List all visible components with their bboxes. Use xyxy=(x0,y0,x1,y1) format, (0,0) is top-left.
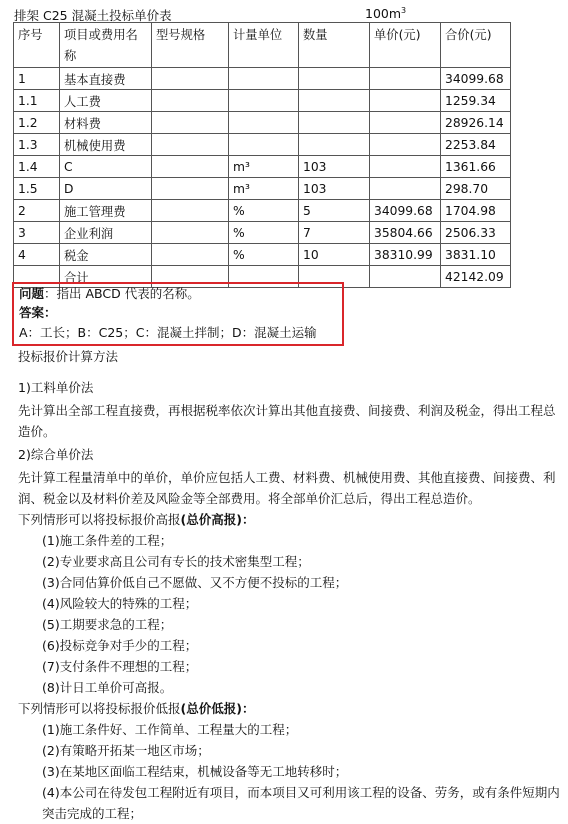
table-cell xyxy=(152,244,229,266)
table-row xyxy=(14,200,511,222)
table-title: 排架 C25 混凝土投标单价表 xyxy=(14,8,172,23)
table-row xyxy=(14,222,511,244)
table-cell xyxy=(370,178,441,200)
header-cell: 项目或费用名称 xyxy=(60,23,152,68)
unit-base-text: 100m xyxy=(365,6,402,22)
table-cell xyxy=(370,112,441,134)
table-cell: 机械使用费 xyxy=(60,134,152,156)
table-cell: m³ xyxy=(229,156,299,178)
table-cell: 1.3 xyxy=(14,134,60,156)
table-cell xyxy=(299,68,370,90)
table-cell: 3831.10 xyxy=(441,244,511,266)
body-text xyxy=(18,346,563,824)
table-cell: 1.2 xyxy=(14,112,60,134)
table-cell: 7 xyxy=(299,222,370,244)
table-cell xyxy=(299,112,370,134)
table-row xyxy=(14,90,511,112)
header-cell: 合价(元) xyxy=(441,23,511,68)
list-item: (4)本公司在待发包工程附近有项目，而本项目又可利用该工程的设备、劳务，或有条件短期内突击完成的工程； xyxy=(42,785,560,821)
table-cell xyxy=(229,112,299,134)
table-cell: 合计 xyxy=(60,266,152,288)
table-row xyxy=(14,244,511,266)
table-cell: 2 xyxy=(14,200,60,222)
answer-label: 答案： xyxy=(19,305,57,320)
table-cell: 1.4 xyxy=(14,156,60,178)
low-list xyxy=(18,719,563,824)
header-cell: 型号规格 xyxy=(152,23,229,68)
table-cell: 基本直接费 xyxy=(60,68,152,90)
table-cell xyxy=(152,134,229,156)
header-cell: 序号 xyxy=(14,23,60,68)
table-cell: 103 xyxy=(299,178,370,200)
list-item: (2)有策略开拓某一地区市场； xyxy=(42,743,210,758)
table-cell xyxy=(152,68,229,90)
list-item: (3)在某地区面临工程结束，机械设备等无工地转移时； xyxy=(42,764,348,779)
table-cell: 38310.99 xyxy=(370,244,441,266)
table-header-row xyxy=(14,23,511,68)
header-cell: 计量单位 xyxy=(229,23,299,68)
table-cell: 税金 xyxy=(60,244,152,266)
list-item: (6)投标竞争对手少的工程； xyxy=(42,638,198,653)
table-cell: 35804.66 xyxy=(370,222,441,244)
table-cell: 企业利润 xyxy=(60,222,152,244)
table-cell: % xyxy=(229,200,299,222)
table-cell: 1704.98 xyxy=(441,200,511,222)
high-list xyxy=(18,530,563,698)
table-cell: % xyxy=(229,222,299,244)
table-cell: 2253.84 xyxy=(441,134,511,156)
table-row xyxy=(14,68,511,90)
header-cell: 数量 xyxy=(299,23,370,68)
table-cell: 1.1 xyxy=(14,90,60,112)
question-label: 问题 xyxy=(19,286,45,301)
table-cell xyxy=(370,156,441,178)
table-cell xyxy=(152,156,229,178)
high-intro: 下列情形可以将投标报价高报 xyxy=(18,512,181,527)
table-cell: m³ xyxy=(229,178,299,200)
table-cell xyxy=(152,222,229,244)
question-text: ：指出 ABCD 代表的名称。 xyxy=(44,286,200,301)
list-item: (1)施工条件差的工程； xyxy=(42,533,173,548)
high-intro-line xyxy=(18,509,563,530)
table-cell: 4 xyxy=(14,244,60,266)
table-cell xyxy=(229,68,299,90)
table-cell: 施工管理费 xyxy=(60,200,152,222)
method-title: 投标报价计算方法 xyxy=(18,349,119,364)
qa-highlight-box xyxy=(12,282,344,346)
unit-superscript: 3 xyxy=(401,6,407,15)
list-item: (5)工期要求急的工程； xyxy=(42,617,173,632)
table-cell: D xyxy=(60,178,152,200)
low-intro-bold: (总价低报)： xyxy=(180,701,255,716)
method1-title: 1)工料单价法 xyxy=(18,380,94,395)
header-cell: 单价(元) xyxy=(370,23,441,68)
answer-text: A：工长；B：C25；C：混凝土拌制；D：混凝土运输 xyxy=(19,325,317,340)
table-cell: 材料费 xyxy=(60,112,152,134)
table-cell: 42142.09 xyxy=(441,266,511,288)
table-cell: 298.70 xyxy=(441,178,511,200)
table-cell: C xyxy=(60,156,152,178)
table-cell: 28926.14 xyxy=(441,112,511,134)
table-cell xyxy=(370,266,441,288)
table-cell: 1259.34 xyxy=(441,90,511,112)
table-row xyxy=(14,134,511,156)
list-item: (7)支付条件不理想的工程； xyxy=(42,659,198,674)
table-cell xyxy=(229,134,299,156)
table-row xyxy=(14,178,511,200)
table-cell: 1.5 xyxy=(14,178,60,200)
table-cell xyxy=(370,68,441,90)
table-cell xyxy=(152,178,229,200)
table-cell: 2506.33 xyxy=(441,222,511,244)
price-table xyxy=(13,22,511,288)
table-cell xyxy=(152,112,229,134)
table-cell xyxy=(299,90,370,112)
table-cell: 5 xyxy=(299,200,370,222)
question-line xyxy=(19,284,200,302)
list-item: (2)专业要求高且公司有专长的技术密集型工程； xyxy=(42,554,310,569)
list-item: (8)计日工单价可高报。 xyxy=(42,680,173,695)
table-cell: 3 xyxy=(14,222,60,244)
table-cell: % xyxy=(229,244,299,266)
method1-text: 先计算出全部工程直接费，再根据税率依次计算出其他直接费、间接费、利润及税金，得出工程总造价。 xyxy=(18,403,556,439)
list-item: (4)风险较大的特殊的工程； xyxy=(42,596,198,611)
answer-label-line xyxy=(19,303,57,321)
low-intro: 下列情形可以将投标报价低报 xyxy=(18,701,181,716)
table-cell: 1361.66 xyxy=(441,156,511,178)
table-cell xyxy=(370,134,441,156)
table-cell xyxy=(229,90,299,112)
table-cell xyxy=(152,200,229,222)
table-cell xyxy=(299,134,370,156)
table-cell: 103 xyxy=(299,156,370,178)
table-row xyxy=(14,112,511,134)
table-title-row xyxy=(14,4,554,22)
table-cell: 10 xyxy=(299,244,370,266)
table-unit-base xyxy=(365,6,406,21)
table-cell: 34099.68 xyxy=(370,200,441,222)
list-item: (1)施工条件好、工作简单、工程量大的工程； xyxy=(42,722,298,737)
list-item: (3)合同估算价低自己不愿做、又不方便不投标的工程； xyxy=(42,575,348,590)
high-intro-bold: (总价高报)： xyxy=(180,512,255,527)
method2-title: 2)综合单价法 xyxy=(18,447,94,462)
table-cell: 人工费 xyxy=(60,90,152,112)
table-cell xyxy=(370,90,441,112)
table-cell: 34099.68 xyxy=(441,68,511,90)
table-cell xyxy=(152,90,229,112)
table-cell: 1 xyxy=(14,68,60,90)
table-row xyxy=(14,156,511,178)
method2-text: 先计算工程量清单中的单价，单价应包括人工费、材料费、机械使用费、其他直接费、间接费、利润、税金以及材料价差及风险金等全部费用。将全部单价汇总后，得出工程总造价。 xyxy=(18,470,556,506)
low-intro-line xyxy=(18,698,563,719)
